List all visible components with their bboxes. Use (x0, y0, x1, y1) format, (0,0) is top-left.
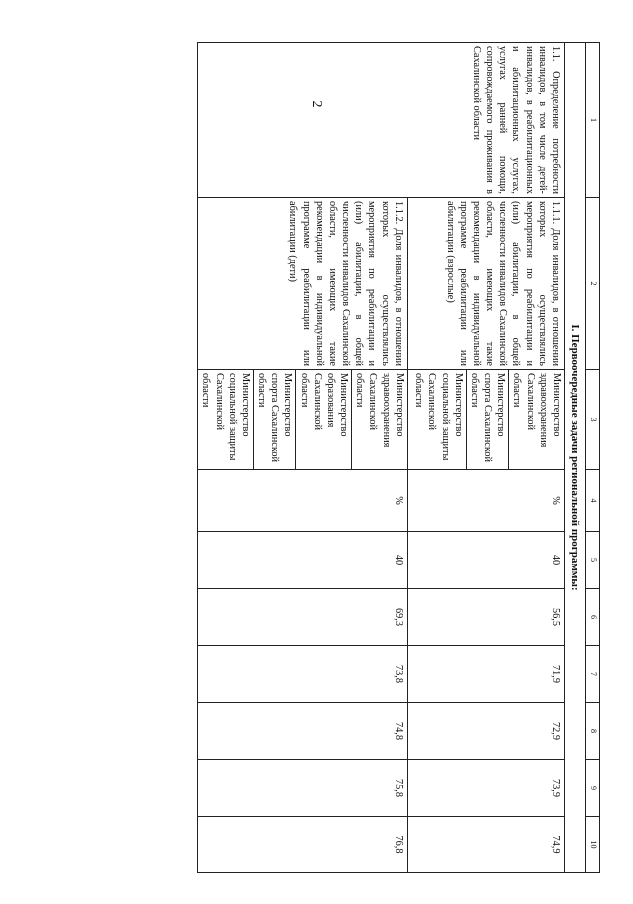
page-number: 2 (309, 100, 324, 108)
col-header-7: 7 (586, 646, 600, 703)
executor: Министерство спорта Сахалинской области (253, 370, 296, 470)
col-header-8: 8 (586, 703, 600, 760)
table-row (509, 43, 565, 873)
value-cell: 71,9 (407, 646, 564, 703)
col-header-9: 9 (586, 760, 600, 817)
executor: Министерство здравоохранения Сахалинской области (509, 370, 565, 470)
col-header-10: 10 (586, 817, 600, 873)
executor: Министерство спорта Сахалинской области (466, 370, 509, 470)
value-cell: 56,5 (407, 589, 564, 646)
value-cell: 73,9 (407, 760, 564, 817)
value-cell: 74,8 (198, 703, 408, 760)
col-header-2: 2 (586, 198, 600, 370)
indicator-name: 1.1.1. Доля инвалидов, в отношении которых осуществлялись мероприятия по реабилитации и (или) абилитации, в общей численности инвалидов Сахалинской области, имеющих такие рекомендации в индивидуальной программе реабилитации или абилитации (взрослые) (407, 198, 564, 370)
executor: Министерство социальной защиты Сахалинской области (198, 370, 254, 470)
col-header-6: 6 (586, 589, 600, 646)
value-cell: 72,9 (407, 703, 564, 760)
col-header-4: 4 (586, 470, 600, 532)
section-row (565, 43, 586, 873)
col-header-5: 5 (586, 532, 600, 589)
section-title: I. Первоочередные задачи региональной программы: (565, 43, 586, 873)
value-cell: 75,8 (198, 760, 408, 817)
rotated-table-wrapper (110, 42, 600, 872)
header-row (586, 43, 600, 873)
value-cell: 74,9 (407, 817, 564, 873)
value-cell: 69,3 (198, 589, 408, 646)
executor: Министерство образования Сахалинской области (296, 370, 352, 470)
value-cell: 76,8 (198, 817, 408, 873)
col-header-3: 3 (586, 370, 600, 470)
indicator-name: 1.1.2. Доля инвалидов, в отношении которых осуществлялись мероприятия по реабилитации и (или) абилитации, в общей численности инвалидов Сахалинской области, имеющих такие рекомендации в индивидуальной программе реабилитации или абилитации (дети) (198, 198, 408, 370)
value-cell: 73,8 (198, 646, 408, 703)
executor: Министерство социальной защиты Сахалинской области (407, 370, 466, 470)
task-label: 1.1. Определение потребности инвалидов, в том числе детей-инвалидов, в реабилитационных и абилитационных услугах, услугах ранней помощи, сопровождаемого проживания в Сахалинской области (198, 43, 565, 198)
unit-cell: % (407, 470, 564, 532)
executor: Министерство здравоохранения Сахалинской области (352, 370, 408, 470)
program-table (197, 42, 600, 873)
col-header-1: 1 (586, 43, 600, 198)
unit-cell: % (198, 470, 408, 532)
value-cell: 40 (198, 532, 408, 589)
value-cell: 40 (407, 532, 564, 589)
